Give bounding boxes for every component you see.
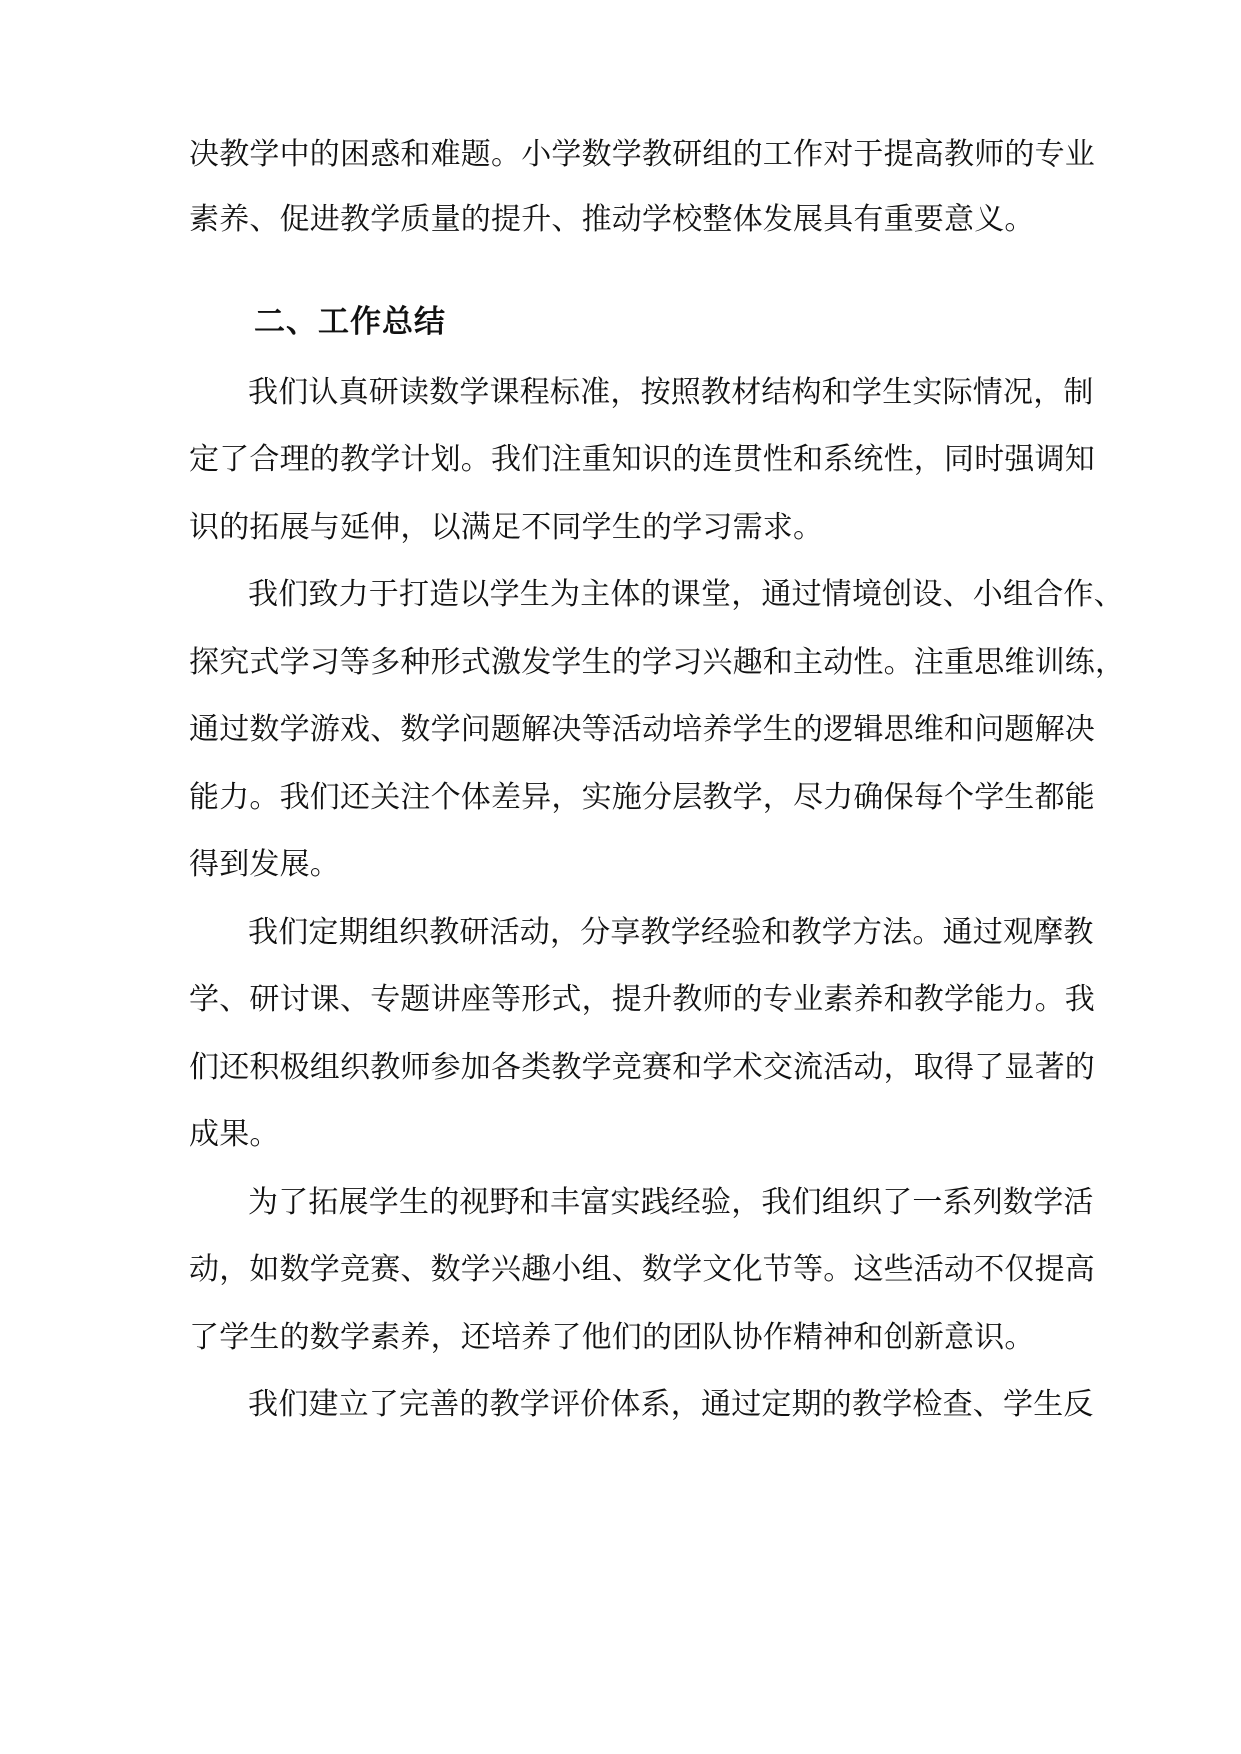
intro-line-2: 素养、促进教学质量的提升、推动学校整体发展具有重要意义。	[189, 202, 1035, 237]
paragraph-3-line-2: 学、研讨课、专题讲座等形式，提升教师的专业素养和教学能力。我	[189, 982, 1095, 1017]
paragraph-2-line-4: 能力。我们还关注个体差异，实施分层教学，尽力确保每个学生都能	[189, 780, 1095, 815]
paragraph-3-line-1: 我们定期组织教研活动，分享教学经验和教学方法。通过观摩教	[248, 915, 1094, 950]
paragraph-5-line-1: 我们建立了完善的教学评价体系，通过定期的教学检查、学生反	[248, 1387, 1094, 1422]
paragraph-2-line-1: 我们致力于打造以学生为主体的课堂，通过情境创设、小组合作、	[248, 577, 1124, 612]
paragraph-4-line-1: 为了拓展学生的视野和丰富实践经验，我们组织了一系列数学活	[248, 1185, 1094, 1220]
paragraph-3-line-3: 们还积极组织教师参加各类教学竞赛和学术交流活动，取得了显著的	[189, 1050, 1095, 1085]
section-heading: 二、工作总结	[254, 304, 446, 340]
paragraph-1-line-1: 我们认真研读数学课程标准，按照教材结构和学生实际情况，制	[248, 375, 1094, 410]
paragraph-4-line-2: 动，如数学竞赛、数学兴趣小组、数学文化节等。这些活动不仅提高	[189, 1252, 1095, 1287]
paragraph-4-line-3: 了学生的数学素养，还培养了他们的团队协作精神和创新意识。	[189, 1320, 1035, 1355]
paragraph-2-line-5: 得到发展。	[189, 847, 340, 882]
paragraph-1-line-2: 定了合理的教学计划。我们注重知识的连贯性和系统性，同时强调知	[189, 442, 1095, 477]
intro-line-1: 决教学中的困惑和难题。小学数学教研组的工作对于提高教师的专业	[189, 137, 1095, 172]
paragraph-2-line-3: 通过数学游戏、数学问题解决等活动培养学生的逻辑思维和问题解决	[189, 712, 1095, 747]
paragraph-2-line-2: 探究式学习等多种形式激发学生的学习兴趣和主动性。注重思维训练，	[189, 645, 1126, 680]
paragraph-3-line-4: 成果。	[189, 1117, 280, 1152]
paragraph-1-line-3: 识的拓展与延伸，以满足不同学生的学习需求。	[189, 510, 824, 545]
